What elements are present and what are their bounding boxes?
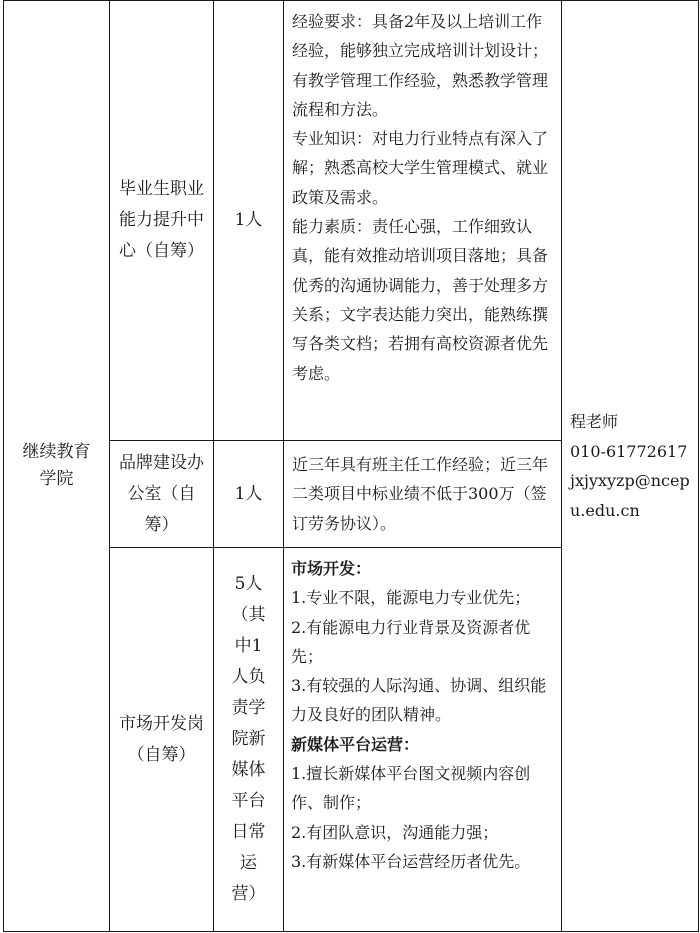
headcount-cell — [214, 1, 284, 441]
list-item: 3.有新媒体平台运营经历者优先。 — [291, 851, 531, 871]
headcount-cell — [214, 548, 284, 932]
table-row — [4, 1, 699, 441]
headcount: 1人 — [234, 210, 263, 230]
contact-cell — [562, 1, 699, 932]
college-name: 继续教育学院 — [22, 442, 91, 489]
contact-name: 程老师 — [570, 412, 619, 431]
headcount-cell — [214, 441, 284, 548]
dept-name: 毕业生职业能力提升中心（自筹） — [119, 179, 204, 261]
dept-name: 品牌建设办公室（自筹） — [119, 452, 204, 535]
dept-name: 市场开发岗（自筹） — [119, 713, 204, 765]
requirement-experience: 经验要求：具备2年及以上培训工作经验，能够独立完成培训计划设计；有教学管理工作经验，熟悉教学管理流程和方法。 — [292, 12, 549, 119]
requirement-ability: 能力素质：责任心强，工作细致认真，能有效推动培训项目落地；具备优秀的沟通协调能力，善于处理多方关系；文字表达能力突出，能熟练撰写各类文档；若拥有高校资源者优先考虑。 — [292, 217, 549, 383]
list-item: 3.有较强的人际沟通、协调、组织能力及良好的团队精神。 — [291, 676, 547, 725]
requirement-knowledge: 专业知识：对电力行业特点有深入了解；熟悉高校大学生管理模式、就业政策及需求。 — [292, 129, 549, 207]
list-item: 2.有团队意识，沟通能力强； — [291, 822, 499, 842]
requirements-cell — [284, 441, 562, 548]
contact-phone: 010-61772617 — [570, 441, 688, 461]
list-item: 2.有能源电力行业背景及资源者优先； — [291, 617, 531, 666]
headcount: 5人（其中1人负责学院新媒体平台日常运营） — [231, 574, 266, 904]
requirements-cell — [284, 1, 562, 441]
headcount: 1人 — [234, 483, 263, 504]
list-item: 1.专业不限，能源电力专业优先； — [291, 588, 531, 608]
dept-cell — [110, 1, 214, 441]
dept-cell — [110, 548, 214, 932]
list-item: 1.擅长新媒体平台图文视频内容创作、制作； — [291, 764, 531, 813]
college-cell — [4, 1, 110, 932]
contact-email[interactable]: jxjyxyzp@ncepu.edu.cn — [570, 471, 690, 520]
recruitment-table-page — [3, 0, 698, 932]
requirements-cell — [284, 548, 562, 932]
requirement-text: 近三年具有班主任工作经验；近三年二类项目中标业绩不低于300万（签订劳务协议）。 — [292, 454, 549, 533]
dept-cell — [110, 441, 214, 548]
recruitment-table — [3, 0, 699, 932]
section-heading-new-media: 新媒体平台运营： — [291, 734, 420, 754]
section-heading-market: 市场开发： — [291, 559, 372, 578]
